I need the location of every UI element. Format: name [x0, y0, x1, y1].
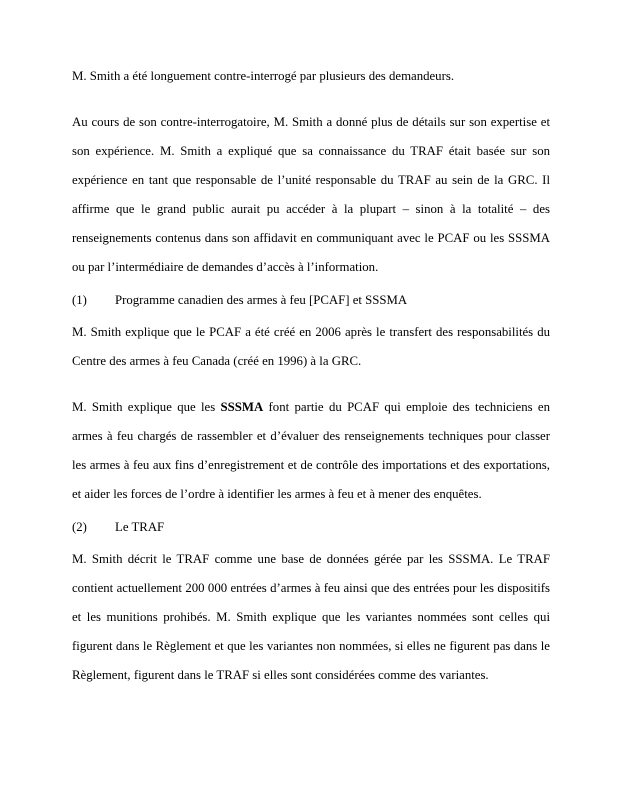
- text-run: M. Smith explique que le PCAF a été créé en 2006 après le transfert des responsabilités du Centre des armes à feu Canada (créé en 1996) à la GRC.: [72, 325, 550, 368]
- text-run: M. Smith explique que les: [72, 400, 221, 414]
- text-run: M. Smith décrit le TRAF comme une base de données gérée par les SSSMA. Le TRAF contient actuellement 200 000 entrées d’armes à feu ainsi que des entrées pour les dispositifs et les munitions prohibés. M. Smith explique que les variantes nommées sont celles qui figurent dans le Règlement et que les variantes non nommées, si elles ne figurent pas dans le Règlement, figurent dans le TRAF si elles sont considérées comme des variantes.: [72, 552, 550, 682]
- text-run: Le TRAF: [115, 520, 165, 534]
- paragraph: [72, 108, 550, 282]
- heading-text: [115, 513, 164, 542]
- document-body: [72, 62, 550, 690]
- paragraph: [72, 545, 550, 690]
- section-heading: [72, 513, 550, 542]
- heading-text: [115, 286, 407, 315]
- text-run: font partie du PCAF qui emploie des techniciens en armes à feu chargés de rassembler et d’évaluer des renseignements techniques pour classer les armes à feu aux fins d’enregistrement et de contrôle des importations et des exportations, et aider les forces de l’ordre à identifier les armes à feu et à mener des enquêtes.: [72, 400, 550, 501]
- section-heading: [72, 286, 550, 315]
- paragraph: [72, 318, 550, 376]
- text-run: Au cours de son contre-interrogatoire, M. Smith a donné plus de détails sur son expertise et son expérience. M. Smith a expliqué que sa connaissance du TRAF était basée sur son expérience en tant que responsable de l’unité responsable du TRAF au sein de la GRC. Il affirme que le grand public aurait pu accéder à la plupart – sinon à la totalité – des renseignements contenus dans son affidavit en communiquant avec le PCAF ou les SSSMA ou par l’intermédiaire de demandes d’accès à l’information.: [72, 115, 550, 274]
- text-run: Programme canadien des armes à feu [PCAF] et SSSMA: [115, 293, 408, 307]
- heading-number: (1): [72, 293, 87, 307]
- paragraph: [72, 393, 550, 509]
- paragraph: [72, 62, 550, 91]
- heading-number: (2): [72, 520, 87, 534]
- text-run: M. Smith a été longuement contre-interrogé par plusieurs des demandeurs.: [72, 69, 455, 83]
- bold-text-run: SSSMA: [220, 400, 264, 414]
